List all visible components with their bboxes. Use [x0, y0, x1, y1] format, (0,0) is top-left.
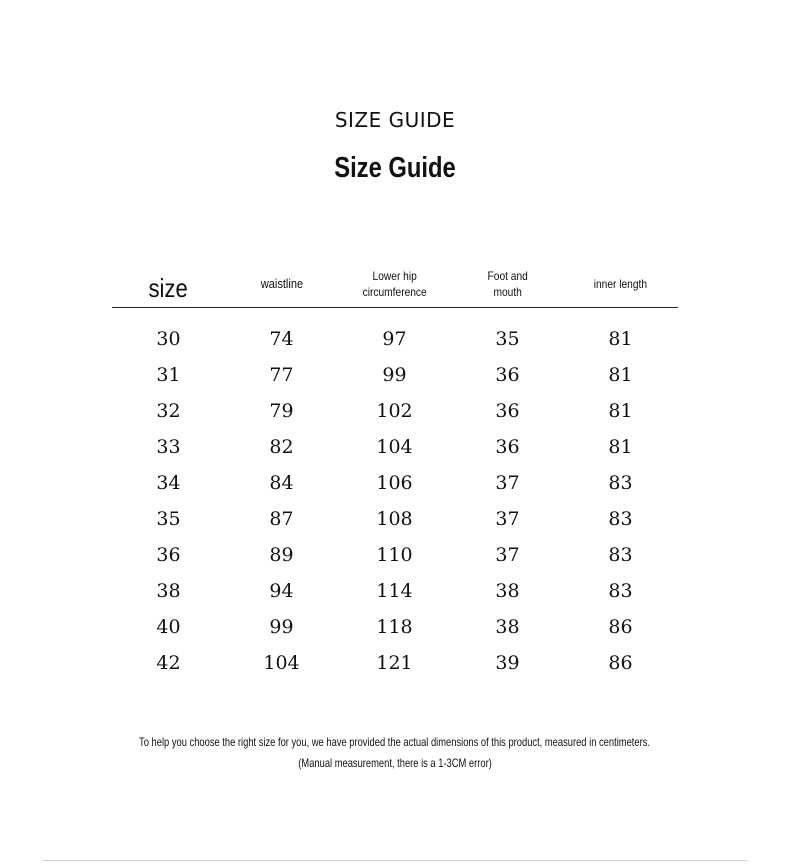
- cell-foot: 39: [495, 652, 520, 674]
- table-row: [112, 393, 678, 429]
- cell-waistline: 89: [269, 544, 294, 566]
- table-row: [112, 537, 678, 573]
- error-note: (Manual measurement, there is a 1-3CM error): [298, 756, 492, 770]
- cell-waistline: 77: [269, 364, 294, 386]
- bottom-divider: [42, 860, 748, 861]
- cell-inner: 81: [608, 328, 633, 350]
- table-row: [112, 321, 678, 357]
- cell-foot: 36: [495, 400, 520, 422]
- cell-foot: 36: [495, 436, 520, 458]
- cell-inner: 83: [608, 472, 633, 494]
- cell-foot: 37: [495, 508, 520, 530]
- cell-inner: 83: [608, 508, 633, 530]
- cell-size: 38: [156, 580, 181, 602]
- cell-waistline: 99: [269, 616, 294, 638]
- table-row: [112, 609, 678, 645]
- page-title: Size Guide: [334, 152, 456, 184]
- cell-size: 34: [156, 472, 181, 494]
- column-header-hip: Lower hip circumference: [362, 268, 427, 299]
- table-row: [112, 645, 678, 681]
- cell-foot: 37: [495, 544, 520, 566]
- cell-hip: 97: [382, 328, 407, 350]
- cell-size: 33: [156, 436, 181, 458]
- cell-inner: 81: [608, 436, 633, 458]
- column-header-inner-length: inner length: [593, 276, 648, 291]
- table-row: [112, 465, 678, 501]
- cell-hip: 108: [376, 508, 413, 530]
- table-row: [112, 573, 678, 609]
- measurement-note: To help you choose the right size for you, we have provided the actual dimensions of this product, measured in centimeters.: [139, 735, 651, 749]
- cell-waistline: 79: [269, 400, 294, 422]
- cell-foot: 35: [495, 328, 520, 350]
- cell-size: 32: [156, 400, 181, 422]
- column-header-foot-mouth: Foot and mouth: [487, 268, 528, 299]
- table-row: [112, 357, 678, 393]
- cell-waistline: 84: [269, 472, 294, 494]
- cell-hip: 118: [376, 616, 413, 638]
- cell-inner: 86: [608, 652, 633, 674]
- cell-inner: 81: [608, 400, 633, 422]
- table-row: [112, 501, 678, 537]
- cell-inner: 83: [608, 580, 633, 602]
- eyebrow-heading: SIZE GUIDE: [334, 108, 456, 132]
- cell-waistline: 94: [269, 580, 294, 602]
- cell-waistline: 104: [263, 652, 300, 674]
- column-header-size: size: [148, 272, 189, 303]
- cell-size: 40: [156, 616, 181, 638]
- cell-hip: 121: [376, 652, 413, 674]
- cell-hip: 104: [376, 436, 413, 458]
- cell-size: 31: [156, 364, 181, 386]
- table-body: [112, 308, 678, 681]
- cell-waistline: 82: [269, 436, 294, 458]
- cell-inner: 83: [608, 544, 633, 566]
- cell-foot: 38: [495, 616, 520, 638]
- cell-foot: 38: [495, 580, 520, 602]
- table-row: [112, 429, 678, 465]
- cell-inner: 81: [608, 364, 633, 386]
- cell-hip: 99: [382, 364, 407, 386]
- cell-size: 36: [156, 544, 181, 566]
- column-header-waistline: waistline: [260, 275, 303, 291]
- cell-size: 30: [156, 328, 181, 350]
- cell-hip: 106: [376, 472, 413, 494]
- cell-foot: 37: [495, 472, 520, 494]
- cell-hip: 102: [376, 400, 413, 422]
- table-header: [112, 260, 678, 308]
- cell-waistline: 87: [269, 508, 294, 530]
- cell-size: 42: [156, 652, 181, 674]
- cell-hip: 114: [376, 580, 413, 602]
- cell-size: 35: [156, 508, 181, 530]
- cell-hip: 110: [376, 544, 413, 566]
- cell-foot: 36: [495, 364, 520, 386]
- cell-inner: 86: [608, 616, 633, 638]
- size-table: [112, 260, 678, 681]
- cell-waistline: 74: [269, 328, 294, 350]
